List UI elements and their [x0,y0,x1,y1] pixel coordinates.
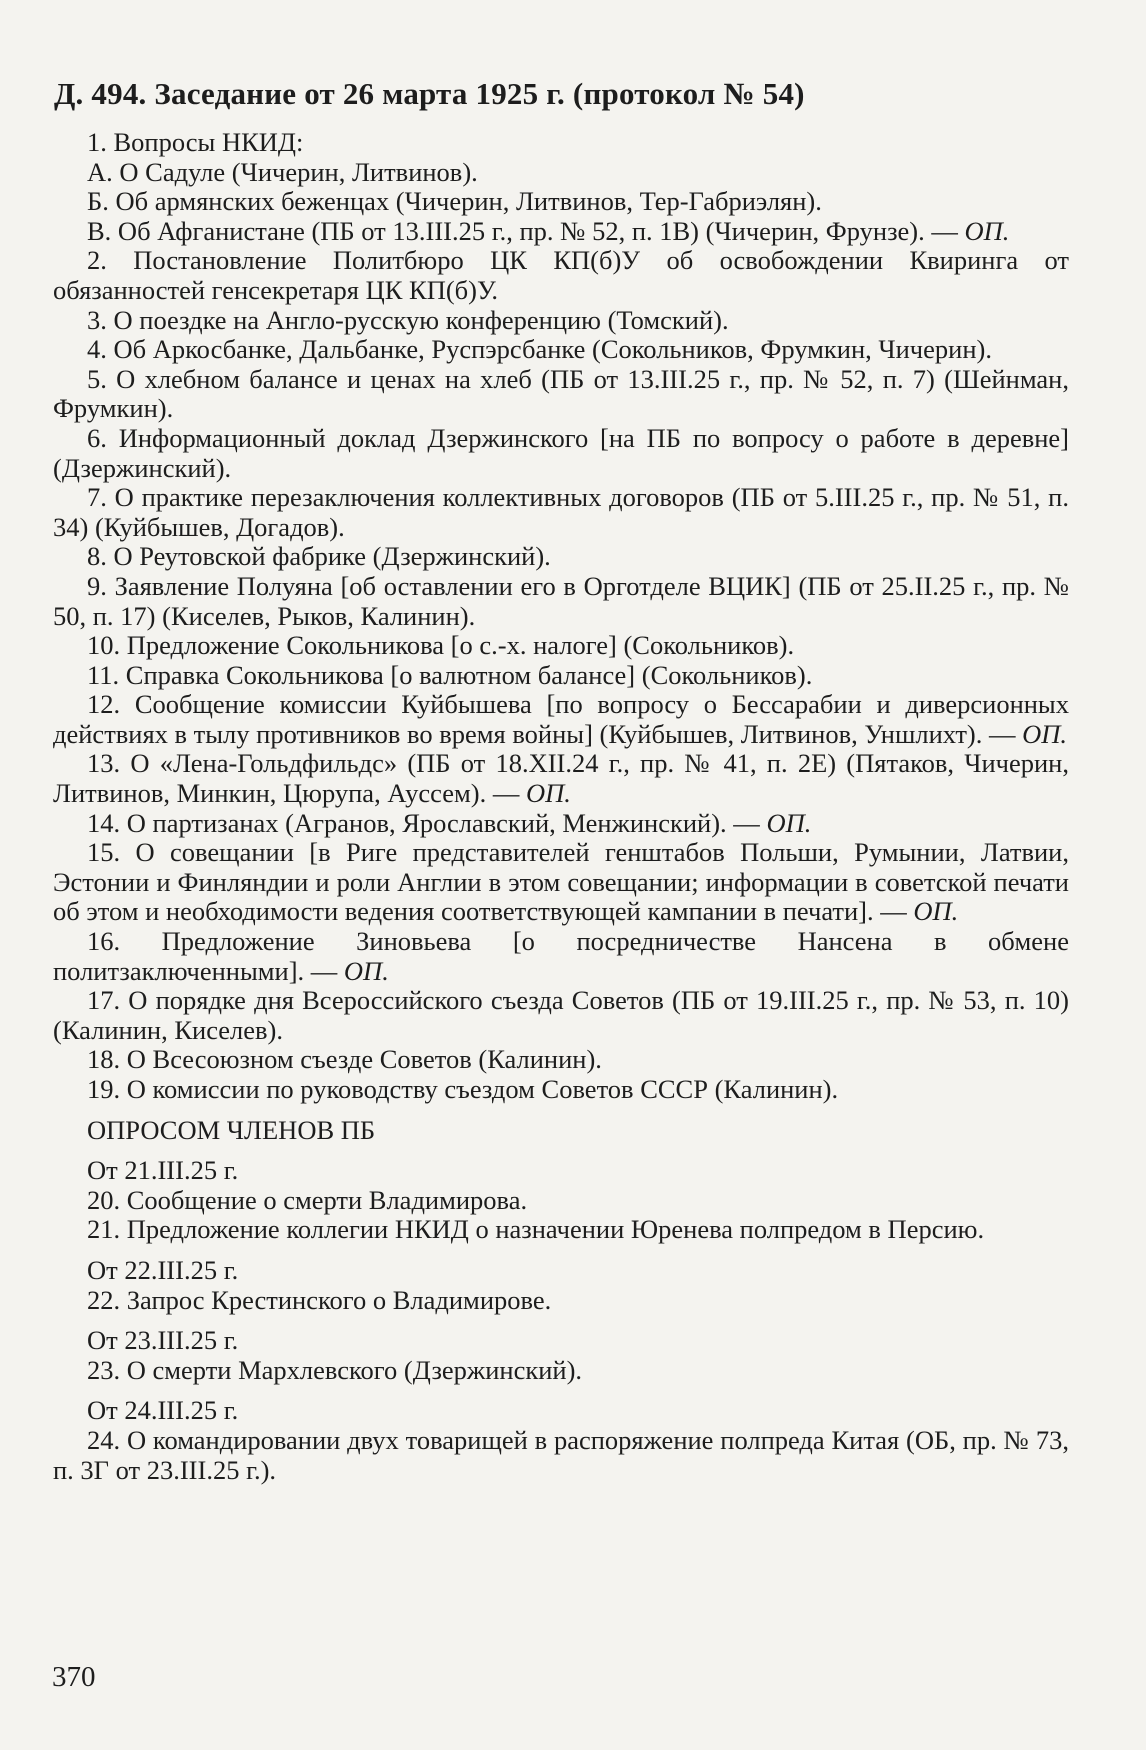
agenda-item-text: Б. Об армянских беженцах (Чичерин, Литвинов, Тер-Габриэлян). [87,186,822,217]
poll-heading: ОПРОСОМ ЧЛЕНОВ ПБ [87,1114,376,1145]
poll-date: От 24.III.25 г. [87,1395,239,1426]
agenda-item-text: 18. О Всесоюзном съезде Советов (Калинин). [87,1044,602,1075]
agenda-item-text: 12. Сообщение комиссии Куйбышева [по вопросу о Бессарабии и диверсионных действиях в тылу противников во время войны] (Куйбышев, Литвинов, Уншлихт). — [53,689,1069,749]
agenda-item [53,838,1069,927]
decision-mark: ОП. [964,215,1010,246]
agenda-item-text: 6. Информационный доклад Дзержинского [на ПБ по вопросу о работе в деревне] (Дзержинский). [53,422,1069,483]
poll-date: От 21.III.25 г. [87,1155,239,1186]
agenda-item-text: 16. Предложение Зиновьева [о посредничестве Нансена в обмене политзаключенными]. — [53,926,1069,986]
agenda-item [53,809,1069,839]
decision-mark: ОП. [1022,718,1068,749]
agenda-item [53,1075,1069,1105]
agenda-item [53,749,1069,808]
agenda-item [53,424,1069,483]
agenda-item [53,217,1069,247]
page-number: 370 [52,1661,96,1693]
agenda-item-text: 17. О порядке дня Всероссийского съезда Советов (ПБ от 19.III.25 г., пр. № 53, п. 10) (Калинин, Киселев). [53,985,1069,1045]
agenda-item-text: 19. О комиссии по руководству съездом Советов СССР (Калинин). [87,1074,839,1104]
agenda-item-text: В. Об Афганистане (ПБ от 13.III.25 г., пр. № 52, п. 1В) (Чичерин, Фрунзе). — [87,215,965,246]
agenda-item-text: 2. Постановление Политбюро ЦК КП(б)У об освобождении Квиринга от обязанностей генсекретаря ЦК КП(б)У. [53,245,1069,305]
agenda-item-text: А. О Садуле (Чичерин, Литвинов). [87,156,478,187]
poll-item: 21. Предложение коллегии НКИД о назначении Юренева полпредом в Персию. [87,1214,985,1245]
agenda-item-text: 4. Об Аркосбанке, Дальбанке, Руспэрсбанке (Сокольников, Фрумкин, Чичерин). [87,334,992,365]
document-body [53,128,1069,1485]
agenda-item-text: 11. Справка Сокольникова [о валютном балансе] (Сокольников). [87,659,813,690]
decision-mark: ОП. [766,807,812,838]
agenda-item-text: 8. О Реутовской фабрике (Дзержинский). [87,541,551,572]
agenda-item-text: 13. О «Лена-Гольдфильдс» (ПБ от 18.XII.24 г., пр. № 41, п. 2Е) (Пятаков, Чичерин, Литвинов, Минкин, Цюрупа, Ауссем). — [53,748,1069,809]
agenda-item [53,365,1069,424]
agenda-item [53,246,1069,305]
agenda-item [53,542,1069,572]
agenda-item-text: 5. О хлебном балансе и ценах на хлеб (ПБ от 13.III.25 г., пр. № 52, п. 7) (Шейнман, Фрумкин). [53,363,1069,424]
decision-mark: ОП. [343,955,389,986]
section-gap [53,1105,1069,1116]
agenda-item [53,158,1069,188]
document-heading: Д. 494. Заседание от 26 марта 1925 г. (протокол № 54) [54,76,805,111]
poll-item: 22. Запрос Крестинского о Владимирове. [87,1284,552,1315]
agenda-item-text: 7. О практике перезаключения коллективных договоров (ПБ от 5.III.25 г., пр. № 51, п. 34) (Куйбышев, Догадов). [53,482,1069,542]
agenda-item [53,927,1069,986]
agenda-item [53,483,1069,542]
agenda-item [53,187,1069,217]
poll-date: От 23.III.25 г. [87,1325,239,1356]
poll-item: 24. О командировании двух товарищей в распоряжение полпреда Китая (ОБ, пр. № 73, п. 3Г от 23.III.25 г.). [53,1424,1069,1485]
agenda-item [53,986,1069,1045]
agenda-item-text: 14. О партизанах (Агранов, Ярославский, Менжинский). — [87,807,767,838]
agenda-item [53,661,1069,691]
agenda-item [53,128,1069,158]
agenda-item-text: 15. О совещании [в Риге представителей генштабов Польши, Румынии, Латвии, Эстонии и Финляндии и роли Англии в этом совещании; информации в советской печати об этом и необходимости ведения соответствующей кампании в печати]. — [53,837,1069,927]
agenda-item [53,572,1069,631]
agenda-item [53,335,1069,365]
poll-item: 20. Сообщение о смерти Владимирова. [87,1184,528,1215]
agenda-item [53,306,1069,336]
agenda-item-text: 3. О поездке на Англо-русскую конференцию (Томский). [87,304,729,335]
agenda-item-text: 10. Предложение Сокольникова [о с.-х. налоге] (Сокольников). [87,630,795,661]
decision-mark: ОП. [913,896,959,927]
decision-mark: ОП. [525,778,571,809]
agenda-item-text: 9. Заявление Полуяна [об оставлении его в Орготделе ВЦИК] (ПБ от 25.II.25 г., пр. № 50, п. 17) (Киселев, Рыков, Калинин). [53,570,1069,631]
agenda-item [53,690,1069,749]
agenda-item-text: 1. Вопросы НКИД: [87,127,304,157]
agenda-item [53,631,1069,661]
poll-item: 23. О смерти Мархлевского (Дзержинский). [87,1354,583,1385]
agenda-item [53,1045,1069,1075]
poll-date: От 22.III.25 г. [87,1254,239,1285]
